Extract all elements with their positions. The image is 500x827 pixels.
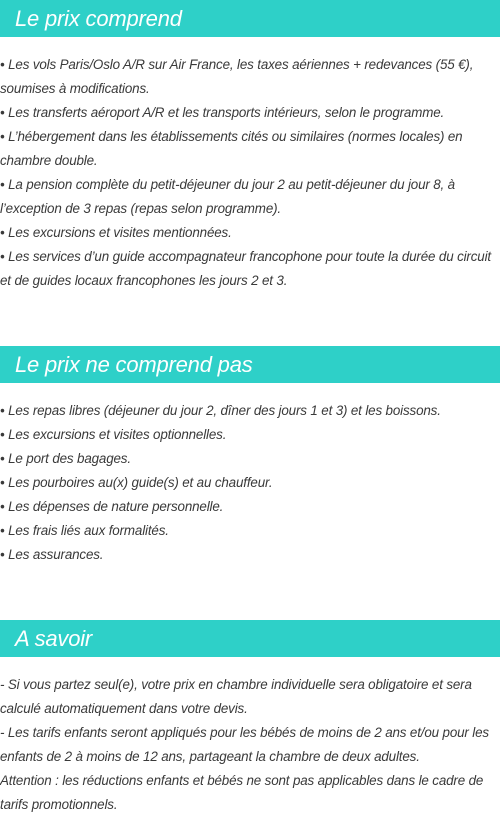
list-item: • Les pourboires au(x) guide(s) et au chauffeur.	[0, 475, 273, 490]
section-good-to-know	[0, 620, 500, 817]
section-header-banner	[0, 620, 500, 657]
section-title: A savoir	[15, 625, 93, 651]
list-item: • La pension complète du petit-déjeuner du jour 2 au petit-déjeuner du jour 8, à l’exception de 3 repas (repas selon programme).	[0, 177, 455, 216]
section-header-banner	[0, 346, 500, 383]
list-item: Attention : les réductions enfants et bébés ne sont pas applicables dans le cadre de tarifs promotionnels.	[0, 773, 484, 812]
list-item: - Si vous partez seul(e), votre prix en chambre individuelle sera obligatoire et sera calculé automatiquement dans votre devis.	[0, 677, 472, 716]
list-item: • Les frais liés aux formalités.	[0, 523, 169, 538]
section-content	[0, 657, 500, 817]
list-item: - Les tarifs enfants seront appliqués pour les bébés de moins de 2 ans et/ou pour les enfants de 2 à moins de 12 ans, partageant la chambre de deux adultes.	[0, 725, 489, 764]
list-item: • Les services d’un guide accompagnateur francophone pour toute la durée du circuit et de guides locaux francophones les jours 2 et 3.	[0, 249, 491, 288]
list-item: • Le port des bagages.	[0, 451, 131, 466]
list-item: • Les dépenses de nature personnelle.	[0, 499, 224, 514]
list-item: • Les transferts aéroport A/R et les transports intérieurs, selon le programme.	[0, 105, 445, 120]
list-item: • L’hébergement dans les établissements cités ou similaires (normes locales) en chambre double.	[0, 129, 463, 168]
section-title: Le prix comprend	[15, 5, 182, 31]
section-header-banner	[0, 0, 500, 37]
section-price-excludes	[0, 346, 500, 567]
section-title: Le prix ne comprend pas	[15, 351, 253, 377]
list-item: • Les assurances.	[0, 547, 104, 562]
list-item: • Les vols Paris/Oslo A/R sur Air France, les taxes aériennes + redevances (55 €), soumises à modifications.	[0, 57, 474, 96]
section-content	[0, 37, 500, 293]
list-item: • Les excursions et visites optionnelles.	[0, 427, 227, 442]
list-item: • Les excursions et visites mentionnées.	[0, 225, 232, 240]
list-item: • Les repas libres (déjeuner du jour 2, dîner des jours 1 et 3) et les boissons.	[0, 403, 441, 418]
section-content	[0, 383, 500, 567]
section-price-includes	[0, 0, 500, 293]
